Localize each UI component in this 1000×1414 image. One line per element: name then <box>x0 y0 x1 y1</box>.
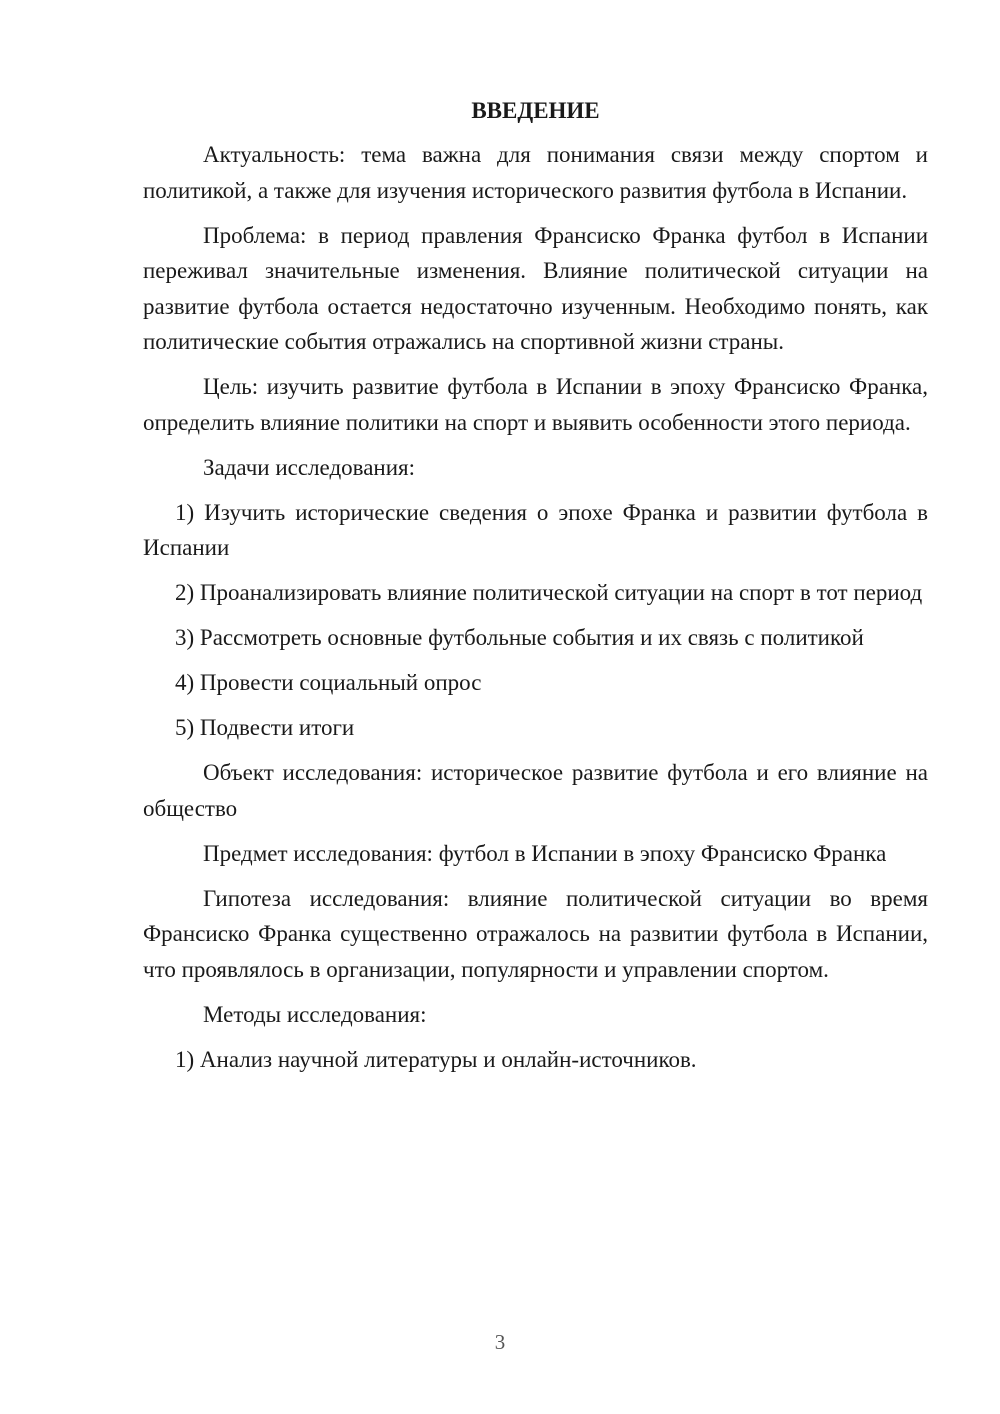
goal-paragraph: Цель: изучить развитие футбола в Испании в эпоху Франсиско Франка, определить влияние политики на спорт и выявить особенности этого периода. <box>143 374 928 435</box>
method-item: 1) Анализ научной литературы и онлайн-источников. <box>175 1046 697 1072</box>
section-title: ВВЕДЕНИЕ <box>471 98 600 123</box>
relevance-paragraph: Актуальность: тема важна для понимания связи между спортом и политикой, а также для изучения исторического развития футбола в Испании. <box>143 142 928 203</box>
hypothesis-paragraph: Гипотеза исследования: влияние политической ситуации во время Франсиско Франка существенно отражалось на развитии футбола в Испании, что проявлялось в организации, популярности и управлении спортом. <box>143 885 928 982</box>
object-paragraph: Объект исследования: историческое развитие футбола и его влияние на общество <box>143 760 928 821</box>
page-number: 3 <box>494 1330 506 1354</box>
page-content <box>143 93 928 1087</box>
problem-paragraph: Проблема: в период правления Франсиско Франка футбол в Испании переживал значительные изменения. Влияние политической ситуации на развитие футбола остается недостаточно изученным. Необходимо понять, как политические события отражались на спортивной жизни страны. <box>143 222 928 354</box>
task-item: 4) Провести социальный опрос <box>175 670 482 695</box>
subject-paragraph: Предмет исследования: футбол в Испании в эпоху Франсиско Франка <box>203 840 887 866</box>
task-item: 2) Проанализировать влияние политической ситуации на спорт в тот период <box>175 580 923 605</box>
task-item: 1) Изучить исторические сведения о эпохе Франка и развитии футбола в Испании <box>143 499 928 560</box>
methods-heading: Методы исследования: <box>203 1001 427 1027</box>
task-item: 5) Подвести итоги <box>175 715 355 740</box>
tasks-heading: Задачи исследования: <box>203 454 416 480</box>
task-item: 3) Рассмотреть основные футбольные события и их связь с политикой <box>175 625 864 650</box>
